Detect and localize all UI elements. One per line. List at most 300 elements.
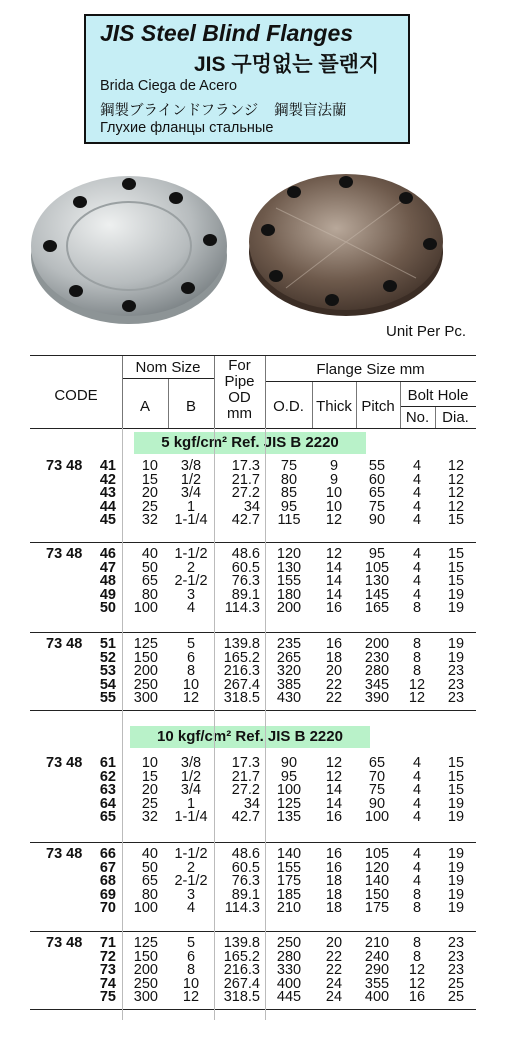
table-cell: 60.5 (231, 859, 260, 876)
table-cell: 4 (412, 768, 422, 785)
table-cell: 155 (276, 573, 302, 590)
table-cell: 50 (141, 859, 158, 876)
table-cell: 150 (364, 886, 390, 903)
code-prefix: 73 48 (46, 636, 83, 652)
table-cell: 22 (325, 676, 343, 693)
table-cell: 89.1 (231, 586, 260, 603)
table-cell: 23 (447, 663, 465, 680)
table-cell: 12 (182, 690, 200, 707)
table-cell: 12 (447, 458, 465, 474)
table-cell: 230 (364, 649, 390, 666)
table-cell: 16 (325, 809, 343, 826)
table-cell: 75 (368, 498, 386, 515)
table-cell: 3/4 (180, 485, 202, 502)
table-cell: 19 (447, 846, 465, 862)
table-cell: 235 (276, 636, 302, 652)
code-suffix: 44 (99, 498, 116, 515)
table-cell: 250 (133, 676, 158, 693)
table-cell: 89.1 (231, 886, 260, 903)
table-cell: 240 (364, 948, 390, 965)
table-cell: 125 (133, 935, 158, 951)
table-cell: 50 (141, 559, 158, 576)
table-cell: 165 (364, 600, 390, 617)
table-cell: 23 (447, 962, 465, 979)
table-cell: 95 (368, 546, 386, 562)
code-suffix: 51 (99, 636, 116, 652)
title-russian: Глухие фланцы стальные (100, 120, 274, 136)
table-cell: 15 (447, 782, 465, 799)
table-cell: 76.3 (231, 873, 260, 890)
code-suffix: 43 (99, 485, 116, 502)
code-suffix: 69 (99, 886, 116, 903)
code-prefix: 73 48 (46, 546, 83, 562)
table-cell: 23 (447, 676, 465, 693)
table-cell: 19 (447, 900, 465, 917)
code-suffix: 64 (99, 795, 116, 812)
code-suffix: 66 (99, 846, 116, 862)
table-cell: 19 (447, 886, 465, 903)
table-cell: 105 (364, 846, 390, 862)
table-cell: 155 (276, 859, 302, 876)
table-cell: 125 (276, 795, 302, 812)
table-cell: 390 (364, 690, 390, 707)
column-divider (214, 428, 215, 1020)
table-cell: 210 (276, 900, 302, 917)
table-cell: 355 (364, 975, 390, 992)
code-suffix: 65 (99, 809, 116, 826)
table-cell: 95 (280, 498, 298, 515)
table-cell: 400 (364, 989, 390, 1006)
table-cell: 1-1/4 (174, 512, 208, 529)
table-cell: 10 (141, 458, 158, 474)
table-cell: 8 (412, 636, 422, 652)
table-cell: 85 (280, 485, 298, 502)
table-cell: 135 (276, 809, 302, 826)
table-cell: 139.8 (223, 935, 260, 951)
table-cell: 4 (412, 458, 422, 474)
table-cell: 180 (276, 586, 302, 603)
header-dia: Dia. (442, 409, 469, 426)
table-cell: 290 (364, 962, 390, 979)
table-cell: 4 (412, 471, 422, 488)
code-suffix: 74 (99, 975, 116, 992)
table-cell: 4 (412, 846, 422, 862)
table-cell: 8 (412, 663, 422, 680)
table-cell: 15 (447, 573, 465, 590)
table-cell: 4 (412, 782, 422, 799)
table-cell: 5 (186, 636, 196, 652)
table-cell: 320 (276, 663, 302, 680)
table-cell: 19 (447, 873, 465, 890)
table-cell: 330 (276, 962, 302, 979)
table-cell: 1 (186, 498, 196, 515)
table-cell: 16 (325, 859, 343, 876)
code-suffix: 71 (99, 935, 116, 951)
table-cell: 318.5 (223, 989, 260, 1006)
table-cell: 16 (325, 846, 343, 862)
table-cell: 24 (325, 975, 343, 992)
table-cell: 445 (276, 989, 302, 1006)
title-english: JIS Steel Blind Flanges (100, 20, 354, 46)
table-cell: 27.2 (231, 485, 260, 502)
header-nom-size: Nom Size (135, 359, 201, 376)
table-cell: 90 (280, 755, 298, 771)
code-suffix: 42 (99, 471, 116, 488)
code-suffix: 73 (99, 962, 116, 979)
table-cell: 200 (364, 636, 390, 652)
table-cell: 8 (186, 962, 196, 979)
code-suffix: 49 (99, 586, 116, 603)
table-cell: 5 (186, 935, 196, 951)
table-cell: 25 (447, 975, 465, 992)
table-cell: 250 (276, 935, 302, 951)
table-cell: 130 (364, 573, 390, 590)
code-suffix: 68 (99, 873, 116, 890)
table-cell: 3/4 (180, 782, 202, 799)
code-prefix: 73 48 (46, 935, 83, 951)
table-cell: 130 (276, 559, 302, 576)
table-cell: 32 (141, 512, 158, 529)
header-pitch: Pitch (361, 398, 395, 415)
table-cell: 216.3 (223, 663, 260, 680)
table-cell: 14 (325, 795, 343, 812)
code-suffix: 67 (99, 859, 116, 876)
table-cell: 165.2 (223, 649, 260, 666)
code-prefix: 73 48 (46, 846, 83, 862)
code-suffix: 61 (99, 755, 116, 771)
table-cell: 21.7 (231, 768, 260, 785)
table-cell: 105 (364, 559, 390, 576)
table-cell: 32 (141, 809, 158, 826)
table-cell: 18 (325, 900, 343, 917)
table-cell: 20 (141, 485, 158, 502)
table-cell: 175 (364, 900, 390, 917)
table-cell: 90 (368, 795, 386, 812)
table-cell: 1/2 (180, 471, 202, 488)
table-cell: 17.3 (231, 458, 260, 474)
table-cell: 140 (276, 846, 302, 862)
table-cell: 18 (325, 649, 343, 666)
table-cell: 23 (447, 690, 465, 707)
table-cell: 200 (276, 600, 302, 617)
table-cell: 8 (186, 663, 196, 680)
code-prefix: 73 48 (46, 458, 83, 474)
code-suffix: 46 (99, 546, 116, 562)
table-cell: 16 (325, 600, 343, 617)
table-cell: 12 (408, 975, 426, 992)
code-suffix: 54 (99, 676, 116, 693)
table-cell: 60.5 (231, 559, 260, 576)
code-suffix: 53 (99, 663, 116, 680)
table-cell: 14 (325, 782, 343, 799)
row-divider (30, 542, 476, 543)
table-cell: 125 (133, 636, 158, 652)
table-cell: 10 (325, 485, 343, 502)
code-suffix: 50 (99, 600, 116, 617)
table-cell: 19 (447, 636, 465, 652)
table-cell: 48.6 (231, 546, 260, 562)
table-cell: 318.5 (223, 690, 260, 707)
table-cell: 100 (133, 900, 158, 917)
table-cell: 9 (329, 471, 339, 488)
table-cell: 15 (447, 512, 465, 529)
table-cell: 15 (141, 768, 158, 785)
table-cell: 185 (276, 886, 302, 903)
table-cell: 120 (364, 859, 390, 876)
table-cell: 65 (368, 755, 386, 771)
table-cell: 150 (133, 948, 158, 965)
table-cell: 12 (325, 512, 343, 529)
table-cell: 12 (182, 989, 200, 1006)
table-cell: 345 (364, 676, 390, 693)
table-cell: 22 (325, 690, 343, 707)
table-cell: 80 (280, 471, 298, 488)
table-cell: 3 (186, 886, 196, 903)
table-cell: 2 (186, 559, 196, 576)
table-cell: 1-1/4 (174, 809, 208, 826)
code-suffix: 41 (99, 458, 116, 474)
table-cell: 265 (276, 649, 302, 666)
row-divider (30, 931, 476, 932)
table-cell: 25 (141, 498, 158, 515)
row-divider (30, 632, 476, 633)
table-cell: 216.3 (223, 962, 260, 979)
table-cell: 15 (141, 471, 158, 488)
table-cell: 300 (133, 690, 158, 707)
table-cell: 15 (447, 559, 465, 576)
title-japanese: 鋼製ブラインドフランジ (100, 103, 259, 119)
table-cell: 114.3 (224, 900, 260, 917)
table-cell: 22 (325, 948, 343, 965)
table-cell: 4 (412, 809, 422, 826)
table-cell: 90 (368, 512, 386, 529)
table-cell: 42.7 (231, 512, 260, 529)
table-cell: 23 (447, 948, 465, 965)
code-suffix: 55 (99, 690, 116, 707)
table-cell: 12 (447, 485, 465, 502)
table-cell: 12 (447, 471, 465, 488)
header-pipe-od-3: OD (228, 389, 251, 406)
table-cell: 10 (325, 498, 343, 515)
table-cell: 6 (186, 948, 196, 965)
code-suffix: 45 (99, 512, 116, 529)
table-cell: 10 (182, 676, 200, 693)
title-chinese: 鋼製盲法蘭 (274, 103, 347, 119)
table-cell: 8 (412, 886, 422, 903)
row-divider (30, 1009, 476, 1010)
table-cell: 12 (408, 962, 426, 979)
dark-flange-image (246, 168, 446, 320)
table-cell: 280 (364, 663, 390, 680)
header-pipe-od-4: mm (227, 405, 252, 422)
table-cell: 4 (412, 755, 422, 771)
table-cell: 15 (447, 546, 465, 562)
table-cell: 8 (412, 649, 422, 666)
table-cell: 34 (243, 498, 260, 515)
row-divider (30, 710, 476, 711)
table-cell: 4 (412, 512, 422, 529)
table-cell: 19 (447, 586, 465, 603)
table-cell: 2 (186, 859, 196, 876)
table-cell: 17.3 (231, 755, 260, 771)
table-cell: 20 (141, 782, 158, 799)
table-cell: 25 (447, 989, 465, 1006)
table-cell: 2-1/2 (174, 573, 208, 590)
table-cell: 15 (447, 755, 465, 771)
table-cell: 65 (141, 873, 158, 890)
header-b: B (185, 398, 196, 415)
table-cell: 18 (325, 873, 343, 890)
table-cell: 8 (412, 948, 422, 965)
table-cell: 267.4 (223, 676, 260, 693)
table-cell: 19 (447, 600, 465, 617)
table-cell: 4 (412, 498, 422, 515)
header-bolt-hole: Bolt Hole (407, 387, 469, 404)
column-divider (122, 428, 123, 1020)
title-korean: JIS 구멍없는 플랜지 (194, 53, 380, 76)
table-cell: 24 (325, 989, 343, 1006)
header-a: A (139, 398, 150, 415)
table-cell: 267.4 (223, 975, 260, 992)
header-od: O.D. (273, 398, 304, 415)
table-cell: 14 (325, 586, 343, 603)
table-cell: 48.6 (231, 846, 260, 862)
table-cell: 3 (186, 586, 196, 603)
code-suffix: 47 (99, 559, 116, 576)
title-spanish: Brida Ciega de Acero (100, 78, 238, 94)
table-cell: 120 (276, 546, 302, 562)
table-cell: 139.8 (223, 636, 260, 652)
table-cell: 1/2 (180, 768, 202, 785)
table-cell: 12 (408, 676, 426, 693)
table-cell: 4 (186, 900, 196, 917)
table-cell: 12 (447, 498, 465, 515)
table-cell: 100 (133, 600, 158, 617)
table-cell: 430 (276, 690, 302, 707)
pressure-band: 10 kgf/cm² Ref. JIS B 2220 (130, 726, 370, 748)
table-cell: 114.3 (224, 600, 260, 617)
table-cell: 10 (182, 975, 200, 992)
table-cell: 4 (412, 859, 422, 876)
table-cell: 140 (364, 873, 390, 890)
table-cell: 8 (412, 600, 422, 617)
table-cell: 21.7 (231, 471, 260, 488)
table-cell: 12 (325, 768, 343, 785)
table-cell: 80 (141, 886, 158, 903)
table-cell: 150 (133, 649, 158, 666)
table-cell: 12 (325, 546, 343, 562)
table-cell: 8 (412, 900, 422, 917)
table-cell: 4 (412, 573, 422, 590)
table-cell: 27.2 (231, 782, 260, 799)
header-no: No. (405, 409, 430, 426)
table-cell: 15 (447, 768, 465, 785)
header-thick: Thick (316, 398, 352, 415)
table-cell: 60 (368, 471, 386, 488)
header-code: CODE (54, 387, 98, 404)
code-suffix: 62 (99, 768, 116, 785)
table-cell: 4 (412, 546, 422, 562)
table-cell: 19 (447, 795, 465, 812)
table-cell: 65 (141, 573, 158, 590)
table-cell: 6 (186, 649, 196, 666)
code-suffix: 72 (99, 948, 116, 965)
table-cell: 18 (325, 886, 343, 903)
table-cell: 19 (447, 859, 465, 876)
table-cell: 4 (412, 485, 422, 502)
table-cell: 4 (412, 873, 422, 890)
table-cell: 65 (368, 485, 386, 502)
table-cell: 20 (325, 935, 343, 951)
table-cell: 20 (325, 663, 343, 680)
code-suffix: 75 (99, 989, 116, 1006)
table-cell: 19 (447, 649, 465, 666)
table-cell: 75 (280, 458, 298, 474)
table-cell: 3/8 (180, 755, 202, 771)
header-flange-size: Flange Size mm (316, 361, 425, 378)
table-cell: 16 (325, 636, 343, 652)
table-cell: 2-1/2 (174, 873, 208, 890)
table-cell: 175 (276, 873, 302, 890)
table-cell: 8 (412, 935, 422, 951)
table-cell: 9 (329, 458, 339, 474)
table-cell: 40 (141, 546, 158, 562)
table-cell: 385 (276, 676, 302, 693)
table-cell: 55 (368, 458, 386, 474)
table-cell: 300 (133, 989, 158, 1006)
table-cell: 200 (133, 663, 158, 680)
code-prefix: 73 48 (46, 755, 83, 771)
table-cell: 14 (325, 559, 343, 576)
pressure-band: 5 kgf/cm² Ref. JIS B 2220 (134, 432, 366, 454)
table-cell: 70 (368, 768, 386, 785)
table-cell: 12 (408, 690, 426, 707)
title-box (84, 14, 410, 144)
table-cell: 10 (141, 755, 158, 771)
header-pipe-od-2: Pipe (224, 373, 255, 390)
table-cell: 200 (133, 962, 158, 979)
table-cell: 210 (364, 935, 390, 951)
code-suffix: 48 (99, 573, 116, 590)
table-cell: 4 (412, 795, 422, 812)
table-cell: 280 (276, 948, 302, 965)
table-cell: 34 (243, 795, 260, 812)
table-cell: 25 (141, 795, 158, 812)
row-divider (30, 842, 476, 843)
column-divider (265, 428, 266, 1020)
table-cell: 4 (186, 600, 196, 617)
table-cell: 100 (364, 809, 390, 826)
table-cell: 1-1/2 (174, 546, 208, 562)
table-cell: 76.3 (231, 573, 260, 590)
table-cell: 4 (412, 559, 422, 576)
table-cell: 42.7 (231, 809, 260, 826)
table-cell: 75 (368, 782, 386, 799)
silver-flange-image (28, 166, 230, 326)
header-pipe-od-1: For (228, 357, 251, 374)
table-cell: 19 (447, 809, 465, 826)
code-suffix: 52 (99, 649, 116, 666)
unit-note: Unit Per Pc. (386, 323, 467, 340)
table-cell: 100 (276, 782, 302, 799)
table-cell: 40 (141, 846, 158, 862)
table-cell: 95 (280, 768, 298, 785)
table-cell: 1-1/2 (174, 846, 208, 862)
table-cell: 80 (141, 586, 158, 603)
table-cell: 145 (364, 586, 390, 603)
table-cell: 22 (325, 962, 343, 979)
table-cell: 4 (412, 586, 422, 603)
